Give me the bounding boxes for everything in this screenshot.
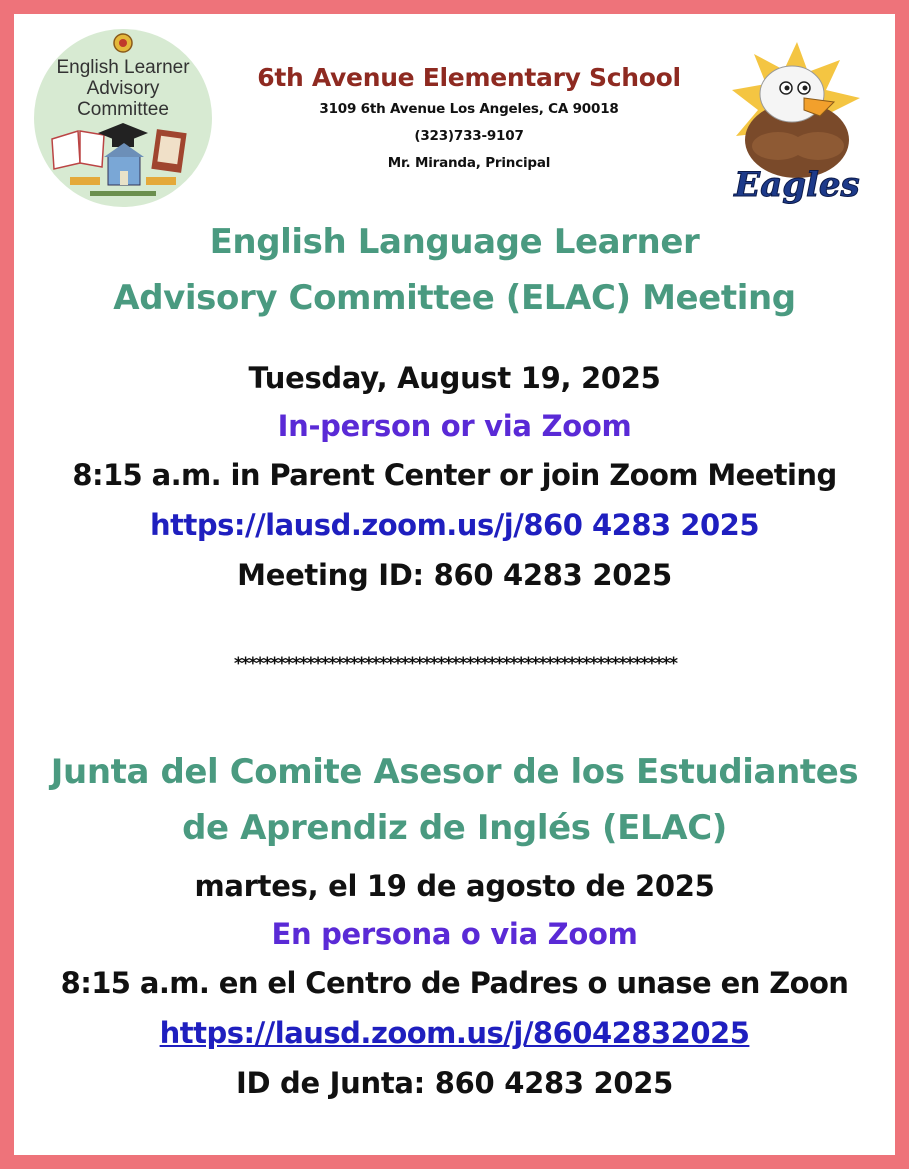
english-title-line-1: English Language Learner xyxy=(209,222,700,262)
spanish-zoom-link[interactable]: https://lausd.zoom.us/j/86042832025 xyxy=(159,1016,750,1050)
spanish-details xyxy=(14,862,895,1108)
elac-committee-logo-icon xyxy=(30,27,216,209)
logo-line-2: Advisory xyxy=(86,78,160,99)
spanish-title-line-2: de Aprendiz de Inglés (ELAC) xyxy=(182,808,727,848)
english-zoom-link[interactable]: https://lausd.zoom.us/j/860 4283 2025 xyxy=(149,508,759,542)
school-name: 6th Avenue Elementary School xyxy=(257,63,681,92)
english-details xyxy=(14,354,895,600)
english-date: Tuesday, August 19, 2025 xyxy=(248,361,661,395)
spanish-date: martes, el 19 de agosto de 2025 xyxy=(194,869,715,903)
school-phone: (323)733-9107 xyxy=(414,128,524,144)
spanish-mode: En persona o via Zoom xyxy=(271,917,638,951)
eagle-mascot-logo-icon xyxy=(728,36,866,210)
mascot-text: Eagles xyxy=(734,165,860,205)
spanish-meeting-id: ID de Junta: 860 4283 2025 xyxy=(235,1066,674,1100)
logo-line-1: English Learner xyxy=(56,57,190,78)
english-title xyxy=(14,214,895,326)
school-principal: Mr. Miranda, Principal xyxy=(387,155,551,171)
english-mode: In-person or via Zoom xyxy=(277,409,632,443)
english-title-line-2: Advisory Committee (ELAC) Meeting xyxy=(113,278,796,318)
divider-stars: ************************************************************* xyxy=(233,654,676,674)
english-time-location: 8:15 a.m. in Parent Center or join Zoom Meeting xyxy=(72,458,837,492)
school-header xyxy=(224,60,714,177)
spanish-title xyxy=(14,744,895,856)
logo-line-3: Committee xyxy=(77,99,169,120)
school-address: 3109 6th Avenue Los Angeles, CA 90018 xyxy=(319,101,619,117)
english-meeting-id: Meeting ID: 860 4283 2025 xyxy=(237,558,672,592)
spanish-title-line-1: Junta del Comite Asesor de los Estudiantes xyxy=(50,752,859,792)
spanish-time-location: 8:15 a.m. en el Centro de Padres o unase en Zoon xyxy=(60,966,849,1000)
